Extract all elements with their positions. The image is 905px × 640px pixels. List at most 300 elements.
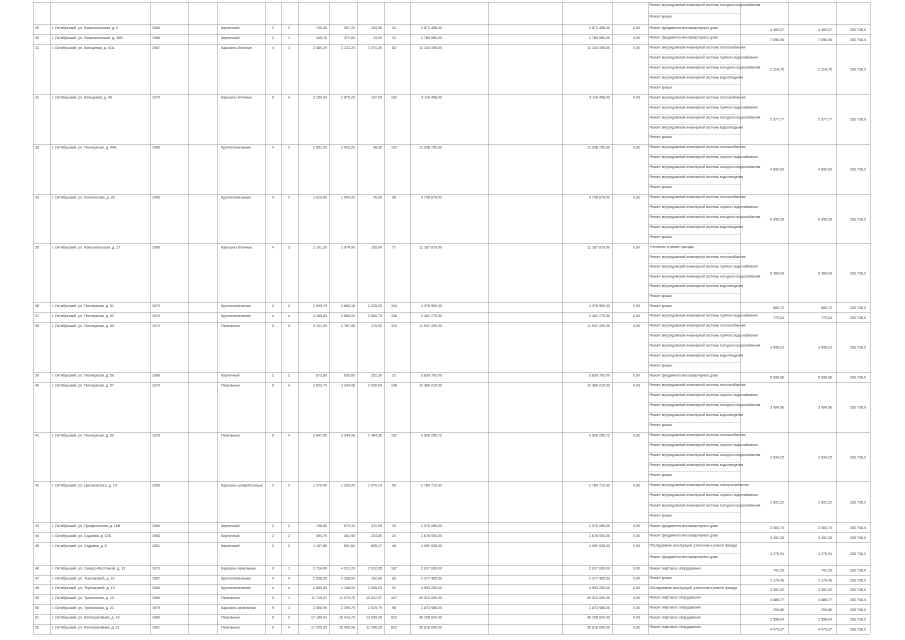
row-address: г. Октябрьский, ул. Терешковой, д. 13	[52, 586, 115, 591]
row-reserve: 0,00	[633, 26, 640, 31]
row-wall-material: Кирпичный	[221, 524, 240, 529]
row-cost-ratio: 1 558,64	[818, 617, 832, 622]
work-item: Ремонт лифтового оборудования	[649, 595, 701, 600]
row-limit: 283 738,0	[850, 315, 866, 320]
work-item: Ремонт фундамента многоквартирного дома	[649, 35, 718, 40]
row-entrances: 2	[288, 26, 290, 31]
row-total-area: 445,10	[316, 35, 327, 40]
row-living-area: 3 294,08	[341, 383, 355, 388]
row-entrances: 4	[288, 313, 290, 318]
row-wall-material: Кирпичный	[221, 533, 240, 538]
row-floors: 4	[272, 576, 274, 581]
work-item: Ремонт внутридомовой инженерной системы горячего водоснабжения	[649, 333, 758, 338]
row-reserve: 0,00	[633, 566, 640, 571]
row-entrances: 4	[288, 323, 290, 328]
row-address: г. Октябрьский, ул. Пионерская, д. 60	[52, 433, 115, 438]
row-residents: 33	[392, 524, 396, 529]
row-cost: 2 377 465,00	[421, 576, 442, 581]
row-entrances: 2	[288, 195, 290, 200]
row-reserve: 0,00	[633, 95, 640, 100]
row-total-cost: 2 789 710,00	[589, 483, 610, 488]
row-entrances: 4	[288, 95, 290, 100]
work-item: Ремонт внутридомовой инженерной системы горячего водоснабжения	[649, 443, 758, 448]
row-entrances: 3	[288, 145, 290, 150]
row-total-cost: 1 678 500,00	[589, 533, 610, 538]
row-address: г. Октябрьский, ул. Комсомольская, д. 17	[52, 245, 121, 250]
row-floors: 4	[272, 313, 274, 318]
work-item: Обследование конструкций, утепление и ремонт фасада	[649, 585, 738, 590]
row-address: г. Октябрьский, ул. Северо-Восточная, д. 13	[52, 566, 126, 571]
row-year: 1968	[152, 145, 160, 150]
work-item: Ремонт внутридомовой инженерной системы холодного водоснабжения	[649, 503, 761, 508]
row-nonliving-area: 1 070,14	[368, 483, 382, 488]
work-item: Ремонт крыши	[649, 185, 672, 190]
row-limit: 283 738,0	[850, 167, 866, 172]
row-entrances: 2	[288, 543, 290, 548]
work-item: Ремонт внутридомовой инженерной системы водоотведения	[649, 225, 744, 230]
row-entrances: 4	[288, 625, 290, 630]
row-total-cost: 9 118 458,00	[589, 95, 610, 100]
row-cost-per-sqm: 741,05	[773, 568, 784, 573]
row-nonliving-area: 2 464,36	[368, 433, 382, 438]
row-total-cost: 3 839 760,00	[589, 373, 610, 378]
row-year: 1961	[152, 543, 160, 548]
work-item: Утепление и ремонт фасада	[649, 244, 694, 249]
row-wall-material: Крупнопанельные	[221, 576, 252, 581]
row-entrances: 1	[288, 566, 290, 571]
row-limit: 283 738,0	[850, 37, 866, 42]
row-cost-per-sqm: 4 079,37	[770, 627, 784, 632]
row-limit: 283 738,0	[850, 345, 866, 350]
row-cost-per-sqm: 3 351,92	[770, 588, 784, 593]
work-item: Ремонт внутридомовой инженерной системы холодного водоснабжения	[649, 343, 761, 348]
row-year: 1964	[152, 524, 160, 529]
row-cost-ratio: 865,72	[821, 306, 832, 311]
row-total-cost: 4 378 965,00	[589, 304, 610, 309]
row-address: г. Октябрьский, ул. Пионерская, д. 49А	[52, 145, 117, 150]
work-item: Ремонт крыши	[649, 472, 672, 477]
work-item: Ремонт внутридомовой инженерной системы теплоснабжения	[649, 433, 746, 438]
row-nonliving-area: 2 019,79	[368, 605, 382, 610]
row-cost: 2 785 980,00	[421, 35, 442, 40]
row-floors: 4	[272, 245, 274, 250]
work-item: Ремонт крыши	[649, 14, 672, 19]
work-item: Ремонт лифтового оборудования	[649, 566, 701, 571]
row-entrances: 1	[288, 596, 290, 601]
row-wall-material: Кирпичный	[221, 373, 240, 378]
work-item: Ремонт крыши	[649, 294, 672, 299]
work-item: Ремонт внутридомовой инженерной системы водоотведения	[649, 413, 744, 418]
row-cost: 11 287 879,00	[419, 245, 442, 250]
row-cost-ratio: 3 392,25	[818, 535, 832, 540]
row-reserve: 0,00	[633, 483, 640, 488]
row-wall-material: Кирпичный	[221, 35, 240, 40]
row-total-cost: 1 873 986,00	[589, 605, 610, 610]
row-residents: 31	[392, 373, 396, 378]
row-reserve: 0,00	[633, 596, 640, 601]
row-total-cost: 36 618 000,00	[587, 625, 610, 630]
row-living-area: 605,60	[344, 373, 355, 378]
work-item: Ремонт внутридомовой инженерной системы теплоснабжения	[649, 45, 746, 50]
row-address: г. Октябрьский, ул. Кольцевая, д. 40	[52, 95, 112, 100]
row-total-area: 1 167,86	[313, 543, 327, 548]
work-item: Ремонт внутридомовой инженерной системы теплоснабжения	[649, 383, 746, 388]
row-nonliving-area: 13 065,35	[366, 615, 382, 620]
row-floors: 5	[272, 95, 274, 100]
row-address: г. Октябрьский, ул. Комсомольская, д. 36В	[52, 35, 123, 40]
row-residents: 41	[392, 26, 396, 31]
row-cost-per-sqm: 4 275,34	[770, 552, 784, 557]
row-cost: 1 678 500,00	[421, 533, 442, 538]
row-limit: 283 738,0	[850, 306, 866, 311]
row-cost: 9 118 458,00	[421, 95, 442, 100]
work-item: Ремонт внутридомовой инженерной системы горячего водоснабжения	[649, 313, 758, 318]
row-year: 1969	[152, 596, 160, 601]
row-floors: 5	[272, 433, 274, 438]
row-year: 1964	[152, 586, 160, 591]
work-item: Ремонт крыши	[649, 135, 672, 140]
row-year: 1976	[152, 433, 160, 438]
row-number: 45	[35, 543, 39, 548]
row-wall-material: Панельные	[221, 323, 240, 328]
row-year: 1968	[152, 35, 160, 40]
row-cost: 2 462 775,00	[421, 313, 442, 318]
row-total-area: 2 101,30	[313, 245, 327, 250]
row-cost-ratio: 3 460,73	[818, 526, 832, 531]
row-limit: 283 738,0	[850, 627, 866, 632]
row-residents: 24	[392, 533, 396, 538]
work-item: Ремонт внутридомовой инженерной системы холодного водоснабжения	[649, 453, 761, 458]
row-number: 44	[35, 533, 39, 538]
row-total-cost: 11 947 490,00	[587, 323, 610, 328]
row-limit: 283 738,0	[850, 500, 866, 505]
row-number: 52	[35, 625, 39, 630]
row-cost-per-sqm: 2 314,76	[770, 67, 784, 72]
row-cost-per-sqm: 4 469,07	[770, 28, 784, 33]
row-limit: 283 738,0	[850, 117, 866, 122]
work-item: Ремонт внутридомовой инженерной системы теплоснабжения	[649, 323, 746, 328]
row-living-area: 16 413,79	[339, 615, 355, 620]
row-entrances: 3	[288, 615, 290, 620]
row-total-cost: 46 105 000,00	[587, 615, 610, 620]
work-item: Ремонт крыши	[649, 513, 672, 518]
row-year: 1959	[152, 483, 160, 488]
row-year: 1966	[152, 373, 160, 378]
row-wall-material: Каркасно-блочные	[221, 245, 253, 250]
work-item: Ремонт внутридомовой инженерной системы теплоснабжения	[649, 95, 746, 100]
row-nonliving-area: 311,09	[371, 524, 382, 529]
row-cost-per-sqm: 765,86	[773, 607, 784, 612]
row-nonliving-area: 2 005,20	[368, 586, 382, 591]
row-floors: 4	[272, 586, 274, 591]
row-total-cost: 11 287 879,00	[587, 245, 610, 250]
row-total-area: 2 909,79	[313, 304, 327, 309]
work-item: Ремонт крыши	[649, 235, 672, 240]
row-number: 48	[35, 586, 39, 591]
row-cost-ratio: 3 084,96	[818, 405, 832, 410]
row-address: г. Октябрьский, ул. Ломоносова, д. 26	[52, 195, 115, 200]
row-reserve: 0,00	[633, 45, 640, 50]
row-total-area: 2 505,99	[313, 605, 327, 610]
row-total-area: 17 205,95	[311, 625, 327, 630]
work-item: Ремонт внутридомовой инженерной системы горячего водоснабжения	[649, 264, 758, 269]
row-residents: 152	[391, 433, 397, 438]
work-item: Ремонт крыши	[649, 423, 672, 428]
row-number: 51	[35, 615, 39, 620]
row-cost-ratio: 765,86	[821, 607, 832, 612]
row-total-area: 2 714,99	[313, 566, 327, 571]
row-floors: 2	[272, 26, 274, 31]
row-reserve: 0,00	[633, 245, 640, 250]
work-item: Ремонт внутридомовой инженерной системы водоотведения	[649, 463, 744, 468]
row-reserve: 0,00	[633, 543, 640, 548]
row-residents: 602	[391, 625, 397, 630]
row-reserve: 0,00	[633, 605, 640, 610]
row-entrances: 4	[288, 433, 290, 438]
row-cost-per-sqm: 2 634,25	[770, 455, 784, 460]
row-cost-ratio: 4 079,37	[818, 627, 832, 632]
row-number: 30	[35, 35, 39, 40]
row-residents: 54	[392, 483, 396, 488]
row-residents: 82	[392, 45, 396, 50]
row-cost-per-sqm: 3 896,23	[770, 345, 784, 350]
row-number: 38	[35, 323, 39, 328]
row-floors: 2	[272, 533, 274, 538]
row-total-area: 2 561,09	[313, 145, 327, 150]
row-cost-per-sqm: 1 558,64	[770, 617, 784, 622]
row-living-area: 461,90	[344, 533, 355, 538]
row-wall-material: Кирпичный	[221, 543, 240, 548]
work-item: Ремонт внутридомовой инженерной системы горячего водоснабжения	[649, 105, 758, 110]
row-entrances: 4	[288, 304, 290, 309]
row-total-area: 11 715,02	[311, 596, 327, 601]
row-address: г. Октябрьский, ул. Кооперативная, д. 21	[52, 625, 120, 630]
row-address: г. Октябрьский, ул. Циолковского, д. 14	[52, 483, 117, 488]
row-cost-ratio: 4 469,07	[818, 28, 832, 33]
row-reserve: 0,00	[633, 373, 640, 378]
row-reserve: 0,00	[633, 615, 640, 620]
row-floors: 9	[272, 605, 274, 610]
row-wall-material: Крупнопанельные	[221, 145, 252, 150]
row-wall-material: Панельные	[221, 615, 240, 620]
row-cost: 3 839 760,00	[421, 373, 442, 378]
row-reserve: 0,00	[633, 313, 640, 318]
row-floors: 4	[272, 304, 274, 309]
row-residents: 106	[391, 313, 397, 318]
work-item: Ремонт фундамента многоквартирного дома	[649, 523, 718, 528]
work-item: Ремонт внутридомовой инженерной системы водоотведения	[649, 353, 744, 358]
row-entrances: 4	[288, 576, 290, 581]
work-item: Ремонт внутридомовой инженерной системы холодного водоснабжения	[649, 274, 761, 279]
work-item: Ремонт фундамента многоквартирного дома	[649, 25, 718, 30]
row-limit: 283 738,0	[850, 67, 866, 72]
row-wall-material: Крупнопанельные	[221, 304, 252, 309]
row-cost: 4 378 965,00	[421, 304, 442, 309]
row-limit: 283 738,0	[850, 607, 866, 612]
row-year: 1980	[152, 615, 160, 620]
work-item: Ремонт фундамента многоквартирного дома	[649, 533, 718, 538]
row-reserve: 0,00	[633, 145, 640, 150]
row-limit: 283 738,0	[850, 535, 866, 540]
row-living-area: 2 787,08	[341, 323, 355, 328]
row-cost-per-sqm: 7 596,98	[770, 37, 784, 42]
row-year: 1979	[152, 605, 160, 610]
work-item: Ремонт внутридомовой инженерной системы водоотведения	[649, 284, 744, 289]
row-nonliving-area: 105,00	[371, 245, 382, 250]
row-residents: 98	[392, 605, 396, 610]
row-living-area: 1 504,20	[341, 195, 355, 200]
row-residents: 102	[391, 145, 397, 150]
row-address: г. Октябрьский, ул. Пионерская, д. 54	[52, 323, 115, 328]
row-residents: 77	[392, 245, 396, 250]
row-total-area: 494,79	[316, 533, 327, 538]
row-living-area: 597,20	[344, 26, 355, 31]
row-address: г. Октябрьский, ул. Садовая, д. 8	[52, 543, 107, 548]
row-reserve: 0,00	[633, 304, 640, 309]
row-cost-per-sqm: 4 888,77	[770, 597, 784, 602]
row-cost-ratio: 6 996,35	[818, 217, 832, 222]
row-address: г. Октябрьский, ул. Комсомольская, д. 2	[52, 26, 119, 31]
work-item: Ремонт лифтового оборудования	[649, 625, 701, 630]
row-wall-material: Крупнопанельные	[221, 195, 252, 200]
row-number: 41	[35, 433, 39, 438]
row-address: г. Октябрьский, ул. Терешковой, д. 22	[52, 576, 115, 581]
row-limit: 283 738,0	[850, 271, 866, 276]
row-limit: 283 738,0	[850, 588, 866, 593]
row-living-area: 2 311,20	[341, 45, 355, 50]
row-wall-material: Каркасно-панельные	[221, 605, 257, 610]
row-limit: 283 738,0	[850, 578, 866, 583]
row-total-cost: 4 993 200,00	[589, 586, 610, 591]
row-cost: 2 789 710,00	[421, 483, 442, 488]
row-limit: 283 738,0	[850, 28, 866, 33]
row-living-area: 11 074,70	[339, 596, 355, 601]
row-residents: 104	[391, 323, 397, 328]
row-cost-ratio: 4 275,34	[818, 552, 832, 557]
row-cost-ratio: 3 351,92	[818, 588, 832, 593]
row-address: г. Октябрьский, ул. Пионерская, д. 51	[52, 304, 115, 309]
row-cost: 2 871 456,00	[421, 26, 442, 31]
row-total-cost: 2 377 465,00	[589, 576, 610, 581]
row-residents: 102	[391, 95, 397, 100]
row-address: г. Октябрьский, ул. Трипольная, д. 21	[52, 605, 114, 610]
row-nonliving-area: 76,00	[373, 195, 382, 200]
row-number: 47	[35, 576, 39, 581]
row-address: г. Октябрьский, ул. Пионерская, д. 56	[52, 373, 115, 378]
row-wall-material: Кирпичный	[221, 26, 240, 31]
row-cost-per-sqm: 2 377,77	[770, 117, 784, 122]
work-item: Ремонт внутридомовой инженерной системы горячего водоснабжения	[649, 393, 758, 398]
row-cost-per-sqm: 3 084,96	[770, 405, 784, 410]
row-floors: 4	[272, 145, 274, 150]
row-nonliving-area: 251,30	[371, 373, 382, 378]
row-cost-per-sqm: 3 460,73	[770, 526, 784, 531]
row-year: 1963	[152, 533, 160, 538]
row-nonliving-area: 98,30	[373, 145, 382, 150]
row-cost-per-sqm: 773,04	[773, 315, 784, 320]
row-limit: 283 738,0	[850, 405, 866, 410]
work-item: Ремонт внутридомовой инженерной системы холодного водоснабжения	[649, 65, 761, 70]
row-residents: 46	[392, 543, 396, 548]
row-residents: 58	[392, 195, 396, 200]
work-item: Ремонт внутридомовой инженерной системы электроснабжения	[649, 482, 749, 487]
row-living-area: 1 168,00	[341, 586, 355, 591]
work-item: Ремонт внутридомовой инженерной системы теплоснабжения	[649, 145, 746, 150]
row-floors: 5	[272, 383, 274, 388]
row-cost: 1 873 986,00	[421, 605, 442, 610]
row-cost-ratio: 4 888,77	[818, 597, 832, 602]
row-cost: 9 798 675,00	[421, 195, 442, 200]
row-reserve: 0,00	[633, 625, 640, 630]
work-item: Ремонт лифтового оборудования	[649, 615, 701, 620]
work-item: Ремонт внутридомовой инженерной системы холодного водоснабжения	[649, 115, 761, 120]
row-wall-material: Панельные	[221, 625, 240, 630]
row-cost: 2 575 085,00	[421, 524, 442, 529]
work-item: Ремонт внутридомовой инженерной системы теплоснабжения	[649, 254, 746, 259]
row-nonliving-area: 10 512,97	[366, 596, 382, 601]
work-item: Ремонт внутридомовой инженерной системы горячего водоснабжения	[649, 205, 758, 210]
row-cost-per-sqm: 6 996,35	[770, 217, 784, 222]
row-floors: 2	[272, 373, 274, 378]
row-number: 40	[35, 383, 39, 388]
row-total-cost: 2 917 000,00	[589, 566, 610, 571]
row-cost-per-sqm: 865,72	[773, 306, 784, 311]
row-limit: 283 738,0	[850, 375, 866, 380]
row-nonliving-area: 104,35	[371, 26, 382, 31]
work-item: Ремонт внутридомовой инженерной системы горячего водоснабжения	[649, 155, 758, 160]
row-nonliving-area: 2 032,95	[368, 566, 382, 571]
row-entrances: 4	[288, 383, 290, 388]
row-living-area: 16 455,08	[339, 625, 355, 630]
row-living-area: 1 209,29	[341, 483, 355, 488]
row-total-area: 2 480,29	[313, 45, 327, 50]
row-cost-ratio: 5 698,66	[818, 375, 832, 380]
row-total-cost: 9 798 675,00	[589, 195, 610, 200]
row-number: 46	[35, 566, 39, 571]
row-reserve: 0,00	[633, 195, 640, 200]
row-cost-ratio: 3 896,23	[818, 345, 832, 350]
row-living-area: 2 885,00	[341, 313, 355, 318]
row-cost-ratio: 4 899,53	[818, 167, 832, 172]
row-wall-material: Панельные	[221, 596, 240, 601]
row-residents: 447	[391, 596, 397, 601]
work-item: Ремонт крыши	[649, 85, 672, 90]
row-number: 34	[35, 195, 39, 200]
row-floors: 9	[272, 615, 274, 620]
row-year: 1967	[152, 45, 160, 50]
row-limit: 283 738,0	[850, 455, 866, 460]
row-total-area: 1 370,40	[313, 483, 327, 488]
row-cost-per-sqm: 5 698,66	[770, 375, 784, 380]
row-residents: 83	[392, 576, 396, 581]
row-cost: 2 917 000,00	[421, 566, 442, 571]
row-cost-per-sqm: 4 899,53	[770, 167, 784, 172]
row-total-cost: 9 608 285,72	[589, 433, 610, 438]
row-number: 32	[35, 95, 39, 100]
row-total-area: 673,80	[316, 373, 327, 378]
row-year: 1970	[152, 313, 160, 318]
row-year: 1965	[152, 195, 160, 200]
row-cost: 11 938 785,00	[419, 145, 442, 150]
row-wall-material: Крупнопанельные	[221, 313, 252, 318]
row-year: 1972	[152, 323, 160, 328]
row-total-cost: 10 366 015,00	[587, 383, 610, 388]
row-address: г. Октябрьский, ул. Пионерская, д. 52	[52, 313, 115, 318]
row-limit: 283 738,0	[850, 568, 866, 573]
work-item: Ремонт внутридомовой инженерной системы холодного водоснабжения	[649, 215, 761, 220]
row-nonliving-area: 13,00	[373, 35, 382, 40]
row-year: 1973	[152, 383, 160, 388]
